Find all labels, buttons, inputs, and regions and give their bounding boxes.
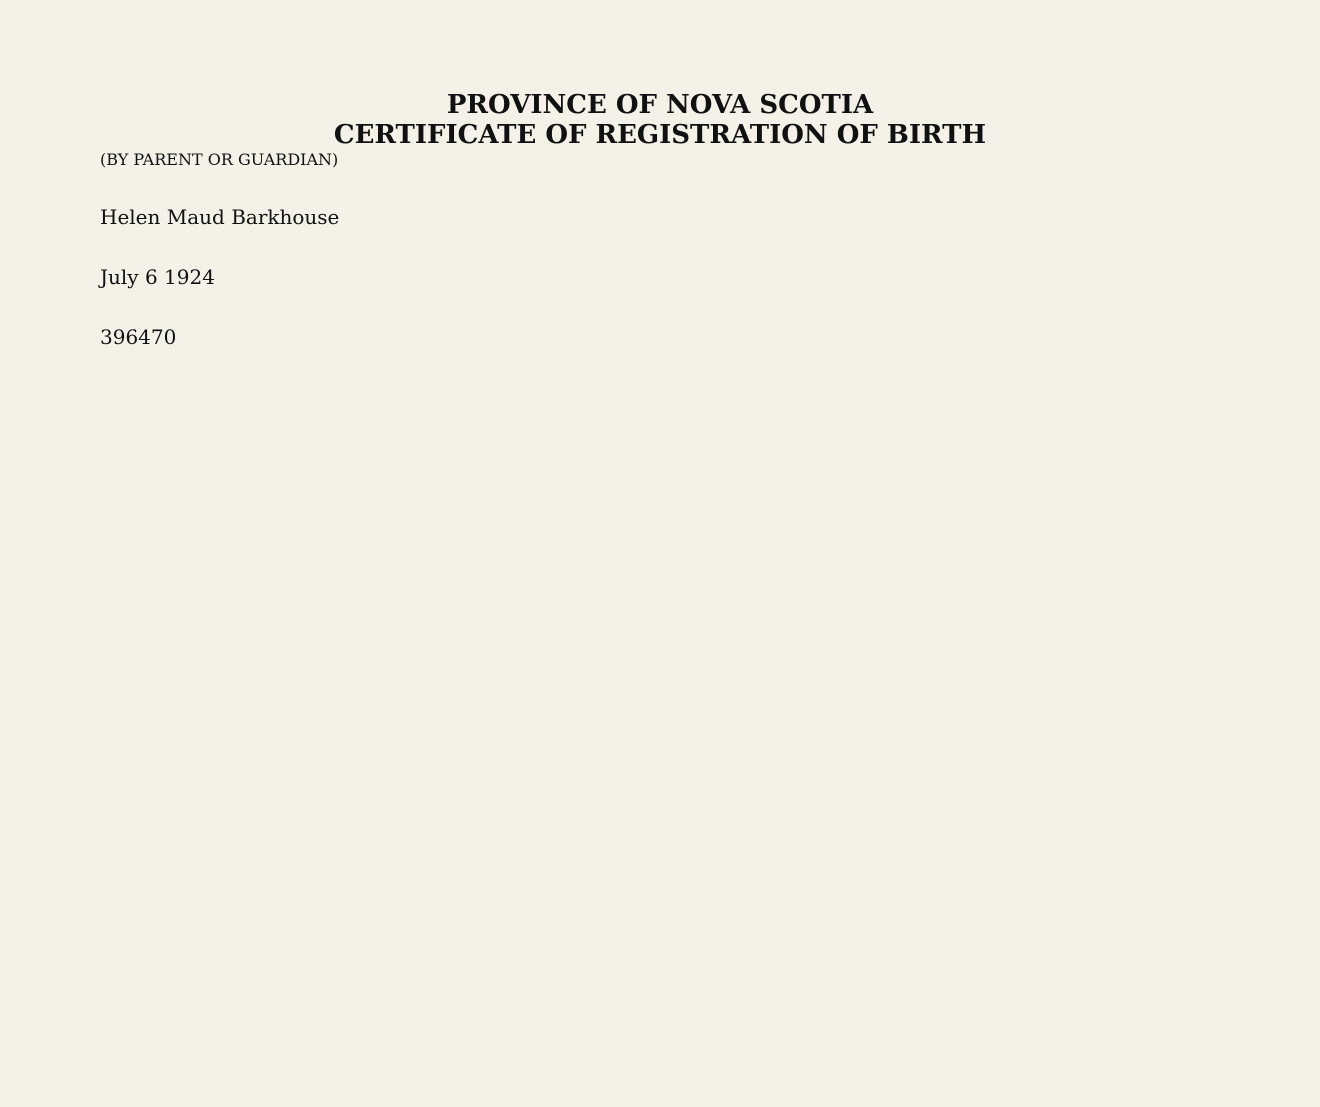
title: CERTIFICATE OF REGISTRATION OF BIRTH xyxy=(333,120,987,150)
birth-date: July 6 1924 xyxy=(100,265,215,289)
child-name: Helen Maud Barkhouse xyxy=(100,205,340,229)
registered-number: 396470 xyxy=(100,325,177,349)
province: PROVINCE OF NOVA SCOTIA xyxy=(446,90,874,120)
subtitle: (BY PARENT OR GUARDIAN) xyxy=(100,150,339,169)
